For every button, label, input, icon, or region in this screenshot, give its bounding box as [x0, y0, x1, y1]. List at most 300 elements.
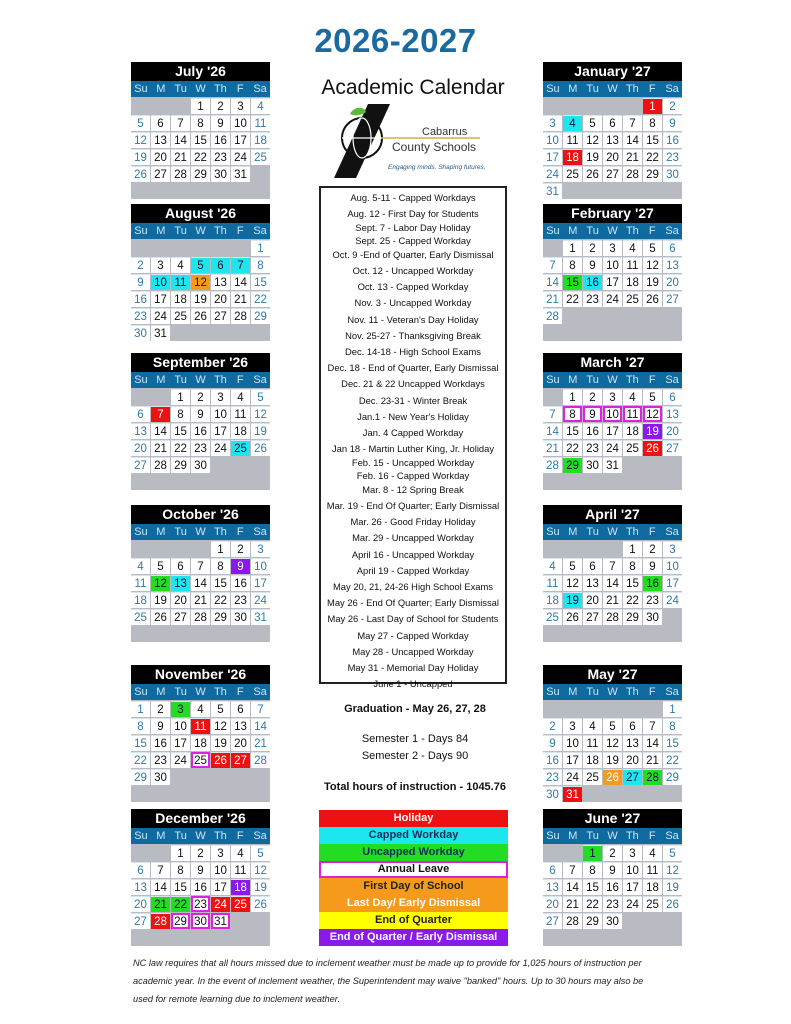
day-cell: 24 [211, 440, 230, 456]
empty-day-cell [563, 474, 582, 490]
day-cell: 27 [211, 308, 230, 324]
empty-day-cell [563, 541, 582, 557]
empty-day-cell [231, 913, 250, 929]
day-cell: 10 [623, 862, 642, 878]
day-cell-capped: 19 [563, 592, 582, 608]
weekday-label: W [607, 830, 618, 842]
weekday-label: Th [625, 83, 639, 95]
empty-day-cell [623, 98, 642, 114]
weekday-label: Sa [253, 83, 267, 95]
weekday-label: Sa [665, 830, 679, 842]
day-cell: 14 [543, 274, 562, 290]
day-cell: 7 [543, 257, 562, 273]
legend-item: Holiday [319, 810, 508, 827]
day-cell: 13 [583, 575, 602, 591]
weekday-label: M [156, 225, 166, 237]
weekday-label: W [195, 225, 206, 237]
empty-day-cell [211, 626, 230, 642]
week-row [131, 701, 270, 717]
day-cell: 1 [171, 389, 190, 405]
week-row [543, 626, 682, 642]
day-cell: 18 [251, 132, 270, 148]
weekday-header-row [543, 684, 682, 700]
weekday-label: F [648, 374, 656, 386]
day-cell: 21 [543, 291, 562, 307]
day-cell: 9 [151, 718, 170, 734]
week-row [131, 389, 270, 405]
day-cell: 23 [583, 440, 602, 456]
day-cell: 29 [583, 913, 602, 929]
event-item: Feb. 16 - Capped Workday [356, 469, 470, 481]
week-row [543, 166, 682, 182]
day-cell: 19 [211, 735, 230, 751]
day-cell: 15 [171, 423, 190, 439]
day-cell: 6 [663, 240, 682, 256]
day-cell: 25 [171, 308, 190, 324]
event-item: Nov. 25-27 - Thanksgiving Break [345, 329, 481, 341]
empty-day-cell [663, 786, 682, 802]
day-cell: 7 [191, 558, 210, 574]
day-cell: 27 [583, 609, 602, 625]
month-title: May '27 [543, 665, 682, 684]
empty-day-cell [231, 325, 250, 341]
empty-day-cell [663, 474, 682, 490]
empty-day-cell [151, 389, 170, 405]
empty-day-cell [231, 930, 250, 946]
day-cell: 8 [191, 115, 210, 131]
month-calendar [131, 665, 270, 803]
empty-day-cell [643, 457, 662, 473]
week-row [131, 240, 270, 256]
day-cell: 20 [211, 291, 230, 307]
empty-day-cell [211, 457, 230, 473]
empty-day-cell [603, 325, 622, 341]
empty-day-cell [543, 325, 562, 341]
day-cell: 8 [171, 406, 190, 422]
empty-day-cell [543, 930, 562, 946]
day-cell-capped: 6 [211, 257, 230, 273]
empty-day-cell [663, 626, 682, 642]
day-cell: 23 [603, 896, 622, 912]
event-item: Dec. 18 - End of Quarter, Early Dismissal [327, 362, 499, 374]
event-item: Sept. 25 - Capped Workday [355, 234, 471, 246]
day-cell: 6 [583, 558, 602, 574]
empty-day-cell [563, 845, 582, 861]
legend-item: Annual Leave [319, 861, 508, 878]
day-cell: 5 [583, 115, 602, 131]
day-cell: 30 [603, 913, 622, 929]
day-cell: 16 [583, 423, 602, 439]
month-title: February '27 [543, 204, 682, 223]
day-cell: 3 [151, 257, 170, 273]
empty-day-cell [623, 930, 642, 946]
semester1-days: Semester 1 - Days 84 [361, 733, 469, 745]
week-row [543, 183, 682, 199]
day-cell: 2 [191, 845, 210, 861]
day-cell: 26 [563, 609, 582, 625]
empty-day-cell [663, 913, 682, 929]
day-cell-first: 12 [191, 274, 210, 290]
day-cell-annual: 10 [603, 406, 622, 422]
day-cell-annual: 11 [623, 406, 642, 422]
empty-day-cell [171, 626, 190, 642]
day-cell: 19 [643, 274, 662, 290]
day-grid [543, 844, 682, 946]
month-calendar [543, 62, 682, 200]
empty-day-cell [643, 474, 662, 490]
weekday-label: Tu [174, 830, 187, 842]
day-cell: 16 [151, 735, 170, 751]
day-cell: 19 [151, 592, 170, 608]
weekday-label: M [156, 374, 166, 386]
legend-item: First Day of School [319, 878, 508, 895]
day-cell: 5 [643, 240, 662, 256]
week-row [543, 257, 682, 273]
weekday-label: Tu [586, 526, 599, 538]
weekday-label: W [607, 686, 618, 698]
day-cell: 7 [171, 115, 190, 131]
empty-day-cell [131, 930, 150, 946]
empty-day-cell [603, 786, 622, 802]
empty-day-cell [251, 913, 270, 929]
weekday-label: F [236, 374, 244, 386]
day-cell: 22 [563, 440, 582, 456]
day-cell: 3 [603, 389, 622, 405]
week-row [543, 132, 682, 148]
empty-day-cell [211, 786, 230, 802]
day-cell-capped: 13 [171, 575, 190, 591]
day-cell-holiday: 11 [191, 718, 210, 734]
empty-day-cell [643, 308, 662, 324]
day-cell: 6 [171, 558, 190, 574]
month-title: September '26 [131, 353, 270, 372]
weekday-label: Su [546, 526, 560, 538]
week-row [131, 274, 270, 290]
empty-day-cell [563, 701, 582, 717]
page-subtitle: Academic Calendar [321, 76, 505, 99]
empty-day-cell [171, 240, 190, 256]
weekday-header-row [543, 223, 682, 239]
week-row [131, 718, 270, 734]
day-cell: 9 [211, 115, 230, 131]
day-cell: 16 [131, 291, 150, 307]
day-cell: 20 [151, 149, 170, 165]
week-row [131, 862, 270, 878]
weekday-label: F [648, 83, 656, 95]
day-cell: 13 [623, 735, 642, 751]
day-grid [543, 700, 682, 802]
day-cell-holiday: 24 [211, 896, 230, 912]
day-cell: 27 [131, 913, 150, 929]
day-cell-uncapped: 3 [171, 701, 190, 717]
weekday-label: Sa [253, 686, 267, 698]
day-cell: 22 [663, 752, 682, 768]
empty-day-cell [191, 786, 210, 802]
day-cell-uncapped: 29 [563, 457, 582, 473]
day-cell: 18 [623, 423, 642, 439]
week-row [131, 752, 270, 768]
weekday-label: F [236, 686, 244, 698]
day-cell: 31 [251, 609, 270, 625]
week-row [131, 879, 270, 895]
event-item: June 1 - Uncapped [373, 678, 453, 690]
weekday-label: Th [625, 686, 639, 698]
day-cell-uncapped: 1 [583, 845, 602, 861]
empty-day-cell [191, 183, 210, 199]
day-cell: 8 [171, 862, 190, 878]
day-cell-uncapped: 12 [151, 575, 170, 591]
empty-day-cell [171, 786, 190, 802]
week-row [131, 166, 270, 182]
day-cell: 17 [623, 879, 642, 895]
day-cell: 6 [131, 406, 150, 422]
weekday-label: W [607, 526, 618, 538]
day-cell: 14 [151, 423, 170, 439]
day-cell: 30 [151, 769, 170, 785]
month-title: June '27 [543, 809, 682, 828]
day-cell: 17 [151, 291, 170, 307]
day-cell: 24 [663, 592, 682, 608]
day-grid [131, 97, 270, 199]
day-cell: 27 [131, 457, 150, 473]
empty-day-cell [151, 626, 170, 642]
empty-day-cell [623, 786, 642, 802]
empty-day-cell [131, 845, 150, 861]
week-row [543, 558, 682, 574]
legend-item: End of Quarter [319, 912, 508, 929]
day-cell: 12 [563, 575, 582, 591]
day-cell: 23 [211, 149, 230, 165]
day-cell: 14 [643, 735, 662, 751]
day-cell: 15 [191, 132, 210, 148]
day-cell: 28 [603, 609, 622, 625]
event-item: Feb. 15 - Uncapped Workday [351, 457, 475, 469]
month-title: July '26 [131, 62, 270, 81]
day-cell: 17 [231, 132, 250, 148]
empty-day-cell [131, 541, 150, 557]
day-cell: 24 [231, 149, 250, 165]
day-cell: 30 [583, 457, 602, 473]
week-row [131, 541, 270, 557]
week-row [131, 183, 270, 199]
day-cell: 3 [623, 845, 642, 861]
week-row [131, 457, 270, 473]
day-grid [543, 540, 682, 642]
empty-day-cell [211, 769, 230, 785]
day-cell: 25 [583, 769, 602, 785]
week-row [131, 474, 270, 490]
weekday-label: Su [546, 83, 560, 95]
empty-day-cell [643, 183, 662, 199]
weekday-label: W [195, 83, 206, 95]
day-cell: 31 [543, 183, 562, 199]
day-cell: 25 [543, 609, 562, 625]
weekday-label: Su [134, 225, 148, 237]
day-cell: 7 [563, 862, 582, 878]
weekday-label: Su [134, 686, 148, 698]
day-cell: 4 [231, 845, 250, 861]
event-item: April 19 - Capped Workday [356, 564, 470, 576]
weekday-label: Tu [586, 374, 599, 386]
day-cell-capped: 27 [623, 769, 642, 785]
day-cell: 26 [131, 166, 150, 182]
day-cell: 2 [131, 257, 150, 273]
day-cell: 24 [563, 769, 582, 785]
day-cell: 5 [643, 389, 662, 405]
day-cell: 15 [211, 575, 230, 591]
day-cell: 21 [563, 896, 582, 912]
day-cell: 4 [543, 558, 562, 574]
day-cell-uncapped: 22 [171, 896, 190, 912]
day-cell: 11 [643, 862, 662, 878]
day-cell: 22 [643, 149, 662, 165]
month-calendar [131, 204, 270, 342]
day-cell: 8 [131, 718, 150, 734]
empty-day-cell [231, 474, 250, 490]
day-cell: 3 [543, 115, 562, 131]
weekday-label: F [648, 686, 656, 698]
empty-day-cell [623, 701, 642, 717]
weekday-label: Th [625, 374, 639, 386]
day-cell: 25 [623, 440, 642, 456]
day-cell: 20 [623, 752, 642, 768]
empty-day-cell [231, 183, 250, 199]
weekday-label: M [156, 686, 166, 698]
weekday-label: W [195, 686, 206, 698]
day-cell: 28 [623, 166, 642, 182]
week-row [131, 423, 270, 439]
empty-day-cell [603, 474, 622, 490]
logo-tagline: Engaging minds. Shaping futures. [388, 164, 486, 171]
empty-day-cell [563, 308, 582, 324]
day-cell: 8 [211, 558, 230, 574]
day-cell-annual: 31 [211, 913, 230, 929]
day-cell-holiday: 25 [231, 896, 250, 912]
day-cell: 13 [231, 718, 250, 734]
month-calendar [131, 505, 270, 643]
day-cell: 25 [643, 896, 662, 912]
day-cell: 13 [131, 879, 150, 895]
week-row [543, 913, 682, 929]
day-cell: 9 [191, 406, 210, 422]
weekday-label: Tu [586, 686, 599, 698]
empty-day-cell [251, 626, 270, 642]
weekday-label: Tu [174, 526, 187, 538]
day-cell: 20 [131, 896, 150, 912]
day-cell: 9 [583, 257, 602, 273]
week-row [131, 913, 270, 929]
day-cell: 21 [231, 291, 250, 307]
empty-day-cell [251, 325, 270, 341]
weekday-label: F [648, 526, 656, 538]
weekday-label: Sa [665, 686, 679, 698]
day-cell: 13 [131, 423, 150, 439]
day-cell: 18 [231, 423, 250, 439]
month-title: January '27 [543, 62, 682, 81]
event-item: Aug. 5-11 - Capped Workdays [350, 192, 476, 203]
day-cell-holiday: 27 [231, 752, 250, 768]
empty-day-cell [131, 183, 150, 199]
day-cell: 28 [543, 457, 562, 473]
day-cell: 22 [251, 291, 270, 307]
legend-item: End of Quarter / Early Dismissal [319, 929, 508, 946]
day-cell: 20 [663, 423, 682, 439]
empty-day-cell [563, 626, 582, 642]
weekday-label: Tu [586, 225, 599, 237]
day-cell: 15 [583, 879, 602, 895]
day-cell: 14 [151, 879, 170, 895]
day-cell: 14 [543, 423, 562, 439]
day-cell: 23 [131, 308, 150, 324]
week-row [543, 845, 682, 861]
empty-day-cell [231, 769, 250, 785]
day-cell: 12 [131, 132, 150, 148]
day-cell: 20 [131, 440, 150, 456]
day-cell: 11 [131, 575, 150, 591]
day-cell: 23 [543, 769, 562, 785]
empty-day-cell [211, 930, 230, 946]
week-row [131, 325, 270, 341]
day-cell: 15 [643, 132, 662, 148]
day-cell-annual: 25 [191, 752, 210, 768]
week-row [131, 558, 270, 574]
day-cell: 21 [543, 440, 562, 456]
day-cell: 12 [603, 735, 622, 751]
week-row [543, 718, 682, 734]
empty-day-cell [663, 930, 682, 946]
weekday-label: Sa [665, 225, 679, 237]
day-grid [131, 239, 270, 341]
day-cell: 1 [211, 541, 230, 557]
empty-day-cell [151, 240, 170, 256]
empty-day-cell [251, 930, 270, 946]
weekday-label: Tu [586, 830, 599, 842]
day-cell: 27 [171, 609, 190, 625]
empty-day-cell [191, 930, 210, 946]
day-cell: 3 [211, 845, 230, 861]
month-calendar [131, 809, 270, 947]
weekday-header-row [131, 372, 270, 388]
day-cell: 25 [251, 149, 270, 165]
day-cell: 30 [131, 325, 150, 341]
event-item: Oct. 13 - Capped Workday [357, 281, 469, 293]
empty-day-cell [603, 183, 622, 199]
day-cell: 31 [151, 325, 170, 341]
day-cell-eoq-ed: 18 [231, 879, 250, 895]
month-calendar [543, 204, 682, 342]
day-cell: 11 [623, 257, 642, 273]
empty-day-cell [171, 769, 190, 785]
empty-day-cell [191, 240, 210, 256]
empty-day-cell [663, 183, 682, 199]
day-cell: 10 [211, 406, 230, 422]
week-row [131, 769, 270, 785]
event-item: Nov. 11 - Veteran's Day Holiday [347, 313, 479, 325]
month-calendar [131, 62, 270, 200]
day-cell: 3 [663, 541, 682, 557]
empty-day-cell [251, 769, 270, 785]
day-cell: 17 [603, 274, 622, 290]
day-cell: 14 [623, 132, 642, 148]
day-cell: 16 [543, 752, 562, 768]
day-cell: 10 [663, 558, 682, 574]
weekday-label: M [568, 686, 578, 698]
empty-day-cell [643, 626, 662, 642]
day-cell: 18 [191, 735, 210, 751]
empty-day-cell [171, 930, 190, 946]
day-grid [543, 239, 682, 341]
week-row [131, 626, 270, 642]
